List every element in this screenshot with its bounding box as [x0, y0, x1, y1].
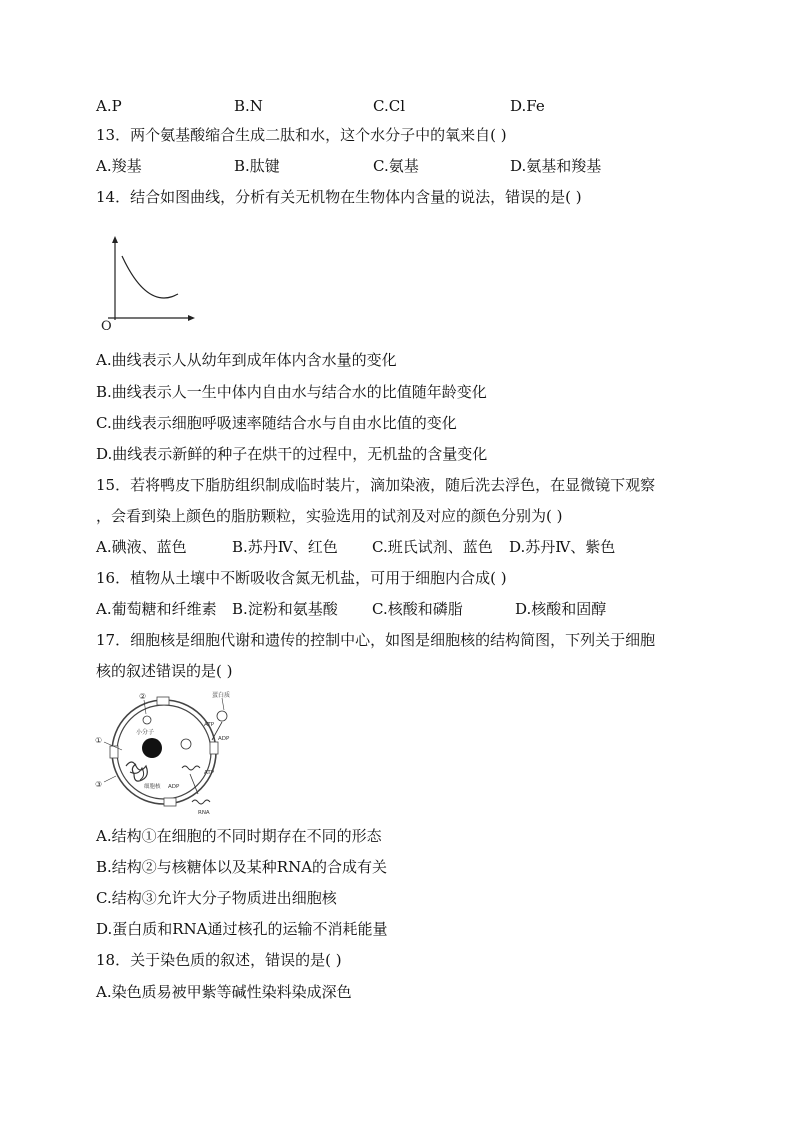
q14-curve-figure	[98, 232, 200, 334]
q18-option-a: A.染色质易被甲紫等碱性染料染成深色	[96, 983, 352, 1001]
inner-membrane	[117, 705, 211, 799]
q14-option-b: B.曲线表示人一生中体内自由水与结合水的比值随年龄变化	[96, 383, 487, 401]
q12-option-d: D.Fe	[510, 97, 545, 115]
outer-membrane	[112, 700, 216, 804]
q14-option-d: D.曲线表示新鲜的种子在烘干的过程中，无机盐的含量变化	[96, 445, 488, 463]
q14-option-a: A.曲线表示人从幼年到成年体内含水量的变化	[96, 351, 397, 369]
q15-option-a: A.碘液、蓝色	[96, 538, 187, 556]
leader-protein	[222, 698, 224, 710]
leader-3	[104, 776, 116, 782]
label-nucleolus: 细胞核	[144, 784, 161, 790]
q17-nucleus-diagram	[94, 690, 244, 818]
q17-stem-line2: 核的叙述错误的是( )	[96, 662, 233, 680]
q13-option-d: D.氨基和羧基	[510, 157, 602, 175]
small-molecule	[143, 716, 151, 724]
label-rna: RNA	[198, 810, 210, 816]
q16-stem: 16．植物从土壤中不断吸收含氮无机盐，可用于细胞内合成( )	[96, 569, 507, 587]
q12-option-b: B.N	[234, 97, 263, 115]
label-adp-bottom: ADP	[168, 784, 180, 790]
q14-stem: 14．结合如图曲线，分析有关无机物在生物体内含量的说法，错误的是( )	[96, 188, 582, 206]
q13-option-a: A.羧基	[96, 157, 142, 175]
q17-option-d: D.蛋白质和RNA通过核孔的运输不消耗能量	[96, 920, 388, 938]
chromatin	[126, 762, 147, 781]
q15-option-b: B.苏丹Ⅳ、红色	[232, 538, 338, 556]
label-2: ②	[139, 692, 147, 701]
q16-option-a: A.葡萄糖和纤维素	[96, 600, 217, 618]
protein-outside	[217, 711, 227, 721]
nuclear-pore-bottom	[164, 798, 176, 806]
label-small-molecule: 小分子	[136, 729, 155, 736]
nuclear-pore-top	[157, 697, 169, 705]
q13-option-b: B.肽键	[234, 157, 280, 175]
label-protein: 蛋白质	[212, 692, 231, 699]
q12-option-a: A.P	[96, 97, 122, 115]
q15-stem-line2: ，会看到染上颜色的脂肪颗粒，实验选用的试剂及对应的颜色分别为( )	[96, 507, 563, 525]
nucleolus	[142, 738, 162, 758]
q18-stem: 18．关于染色质的叙述，错误的是( )	[96, 951, 342, 969]
q16-option-b: B.淀粉和氨基酸	[232, 600, 338, 618]
protein-inside	[181, 739, 191, 749]
label-3: ③	[95, 780, 103, 789]
q14-option-c: C.曲线表示细胞呼吸速率随结合水与自由水比值的变化	[96, 414, 457, 432]
q16-option-c: C.核酸和磷脂	[372, 600, 463, 618]
label-1: ①	[95, 736, 103, 745]
x-axis-arrow	[188, 315, 195, 321]
decreasing-curve	[122, 256, 178, 298]
q17-option-a: A.结构①在细胞的不同时期存在不同的形态	[96, 827, 382, 845]
q12-option-c: C.Cl	[373, 97, 405, 115]
label-adp-top: ADP	[218, 736, 230, 742]
q17-option-c: C.结构③允许大分子物质进出细胞核	[96, 889, 337, 907]
label-atp-top: ATP	[204, 722, 215, 728]
q16-option-d: D.核酸和固醇	[515, 600, 607, 618]
q15-stem-line1: 15．若将鸭皮下脂肪组织制成临时装片，滴加染液，随后洗去浮色，在显微镜下观察	[96, 476, 656, 494]
q15-option-c: C.班氏试剂、蓝色	[372, 538, 493, 556]
q17-stem-line1: 17．细胞核是细胞代谢和遗传的控制中心，如图是细胞核的结构简图，下列关于细胞	[96, 631, 656, 649]
q15-option-d: D.苏丹Ⅳ、紫色	[509, 538, 616, 556]
q17-option-b: B.结构②与核糖体以及某种RNA的合成有关	[96, 858, 388, 876]
rna-outside	[192, 800, 210, 804]
nuclear-pore-right	[210, 742, 218, 754]
leader-2	[144, 700, 146, 714]
label-atp-bottom: ATP	[204, 770, 215, 776]
rna-inside	[182, 766, 200, 770]
q13-option-c: C.氨基	[373, 157, 419, 175]
q13-stem: 13．两个氨基酸缩合生成二肽和水，这个水分子中的氧来自( )	[96, 126, 507, 144]
y-axis-arrow	[112, 236, 118, 243]
origin-label: O	[101, 319, 112, 334]
